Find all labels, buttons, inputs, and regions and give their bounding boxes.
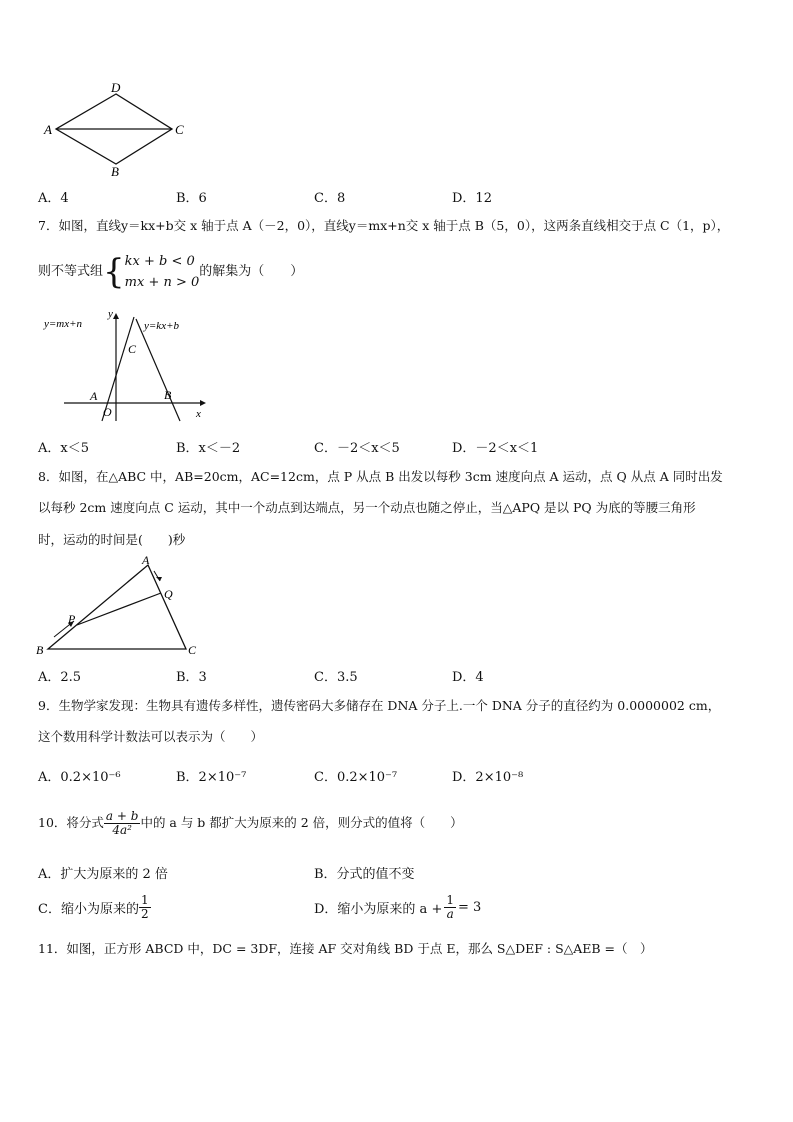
q7-option-a[interactable]: A．x＜5: [38, 441, 89, 456]
q9-option-a[interactable]: A．0.2×10⁻⁶: [38, 770, 121, 785]
label-point-a: A: [90, 389, 98, 403]
q10-option-d-fraction: [444, 894, 456, 921]
segment-pq: [77, 593, 161, 625]
q10-option-d-denominator: a: [446, 906, 454, 921]
triangle-abc: [48, 565, 186, 649]
q7-question-text: 7．如图，直线y＝kx+b交 x 轴于点 A（－2，0），直线y＝mx+n交 x 轴于点 B（5，0），这两条直线相交于点 C（1，p），: [38, 218, 730, 233]
q7-line2-suffix: 的解集为（ ）: [199, 264, 304, 279]
q6-option-c[interactable]: C．8: [314, 191, 346, 206]
q10-option-b[interactable]: B．分式的值不变: [314, 867, 415, 882]
brace-icon: {: [103, 252, 125, 292]
label-point-c: C: [128, 342, 137, 356]
q7-inequality-1: kx + b < 0: [124, 254, 195, 269]
q10-option-c-prefix: C．缩小为原来的: [38, 901, 139, 917]
label-x-axis: x: [196, 408, 201, 420]
q7-inequality-line: [38, 250, 303, 294]
q9-option-c[interactable]: C．0.2×10⁻⁷: [314, 770, 398, 785]
q10-prefix: 10．将分式: [38, 815, 104, 830]
q11-question-text: 11．如图，正方形 ABCD 中，DC = 3DF，连接 AF 交对角线 BD 于点 E，那么 S△DEF : S△AEB =（ ）: [38, 941, 653, 956]
q6-rhombus-figure: [30, 78, 200, 178]
label-b: B: [36, 643, 44, 657]
q10-question: [38, 805, 463, 841]
q7-option-d[interactable]: D．－2＜x＜1: [452, 441, 539, 456]
q9-question-line1: 9．生物学家发现：生物具有遗传多样性，遗传密码大多储存在 DNA 分子上.一个 DNA 分子的直径约为 0.0000002 cm，: [38, 698, 721, 713]
q6-option-d[interactable]: D．12: [452, 191, 492, 206]
label-b: B: [111, 164, 119, 178]
q10-option-c-denominator: 2: [140, 906, 149, 921]
label-a: A: [44, 122, 52, 137]
q8-option-c[interactable]: C．3.5: [314, 670, 358, 685]
label-point-b: B: [164, 388, 172, 402]
line-kx-b: [136, 319, 180, 421]
x-axis-arrow-icon: [200, 400, 206, 406]
q10-option-c-fraction: [139, 894, 151, 921]
label-c: C: [175, 122, 184, 137]
q8-option-b[interactable]: B．3: [176, 670, 207, 685]
q7-inequality-2: mx + n > 0: [124, 275, 200, 290]
q10-fraction-numerator: a + b: [105, 808, 139, 823]
q7-option-b[interactable]: B．x＜－2: [176, 441, 241, 456]
label-d: D: [111, 80, 121, 95]
label-c: C: [188, 643, 197, 657]
q7-line2-prefix: 则不等式组: [38, 264, 104, 279]
label-y-mx-n: y=mx+n: [44, 318, 83, 330]
q7-line-graph-figure: [36, 305, 216, 425]
q10-option-d-numerator: 1: [446, 892, 454, 907]
label-y-axis: y: [108, 308, 113, 320]
label-a: A: [142, 553, 150, 567]
q6-option-a[interactable]: A．4: [38, 191, 69, 206]
arrow-q-icon: [156, 577, 162, 581]
label-origin-o: O: [103, 405, 112, 419]
q9-option-d[interactable]: D．2×10⁻⁸: [452, 770, 524, 785]
q10-fraction: [104, 810, 141, 837]
q9-option-b[interactable]: B．2×10⁻⁷: [176, 770, 247, 785]
q7-option-c[interactable]: C．－2＜x＜5: [314, 441, 400, 456]
q8-option-d[interactable]: D．4: [452, 670, 484, 685]
label-q: Q: [164, 587, 173, 601]
q8-question-line3: 时，运动的时间是( )秒: [38, 532, 186, 547]
q9-question-line2: 这个数用科学计数法可以表示为（ ）: [38, 729, 264, 744]
q8-option-a[interactable]: A．2.5: [38, 670, 82, 685]
label-y-kx-b: y=kx+b: [144, 320, 179, 332]
q10-option-d-prefix: D．缩小为原来的 a +: [314, 901, 443, 917]
q8-triangle-figure: [30, 553, 210, 658]
q10-option-d[interactable]: [314, 889, 481, 925]
q10-option-c[interactable]: [38, 889, 151, 925]
q10-fraction-denominator: 4a²: [112, 822, 132, 837]
q10-suffix: 中的 a 与 b 都扩大为原来的 2 倍，则分式的值将（ ）: [140, 815, 463, 830]
q8-question-line1: 8．如图，在△ABC 中，AB=20cm，AC=12cm，点 P 从点 B 出发以每秒 3cm 速度向点 A 运动，点 Q 从点 A 同时出发: [38, 469, 723, 484]
y-axis-arrow-icon: [113, 313, 119, 319]
q8-question-line2: 以每秒 2cm 速度向点 C 运动，其中一个动点到达端点，另一个动点也随之停止，当△APQ 是以 PQ 为底的等腰三角形: [38, 500, 696, 515]
q10-option-d-suffix: = 3: [457, 899, 482, 915]
q10-option-a[interactable]: A．扩大为原来的 2 倍: [38, 867, 168, 882]
q10-option-c-numerator: 1: [140, 892, 149, 907]
label-p: P: [68, 612, 76, 626]
q6-option-b[interactable]: B．6: [176, 191, 207, 206]
